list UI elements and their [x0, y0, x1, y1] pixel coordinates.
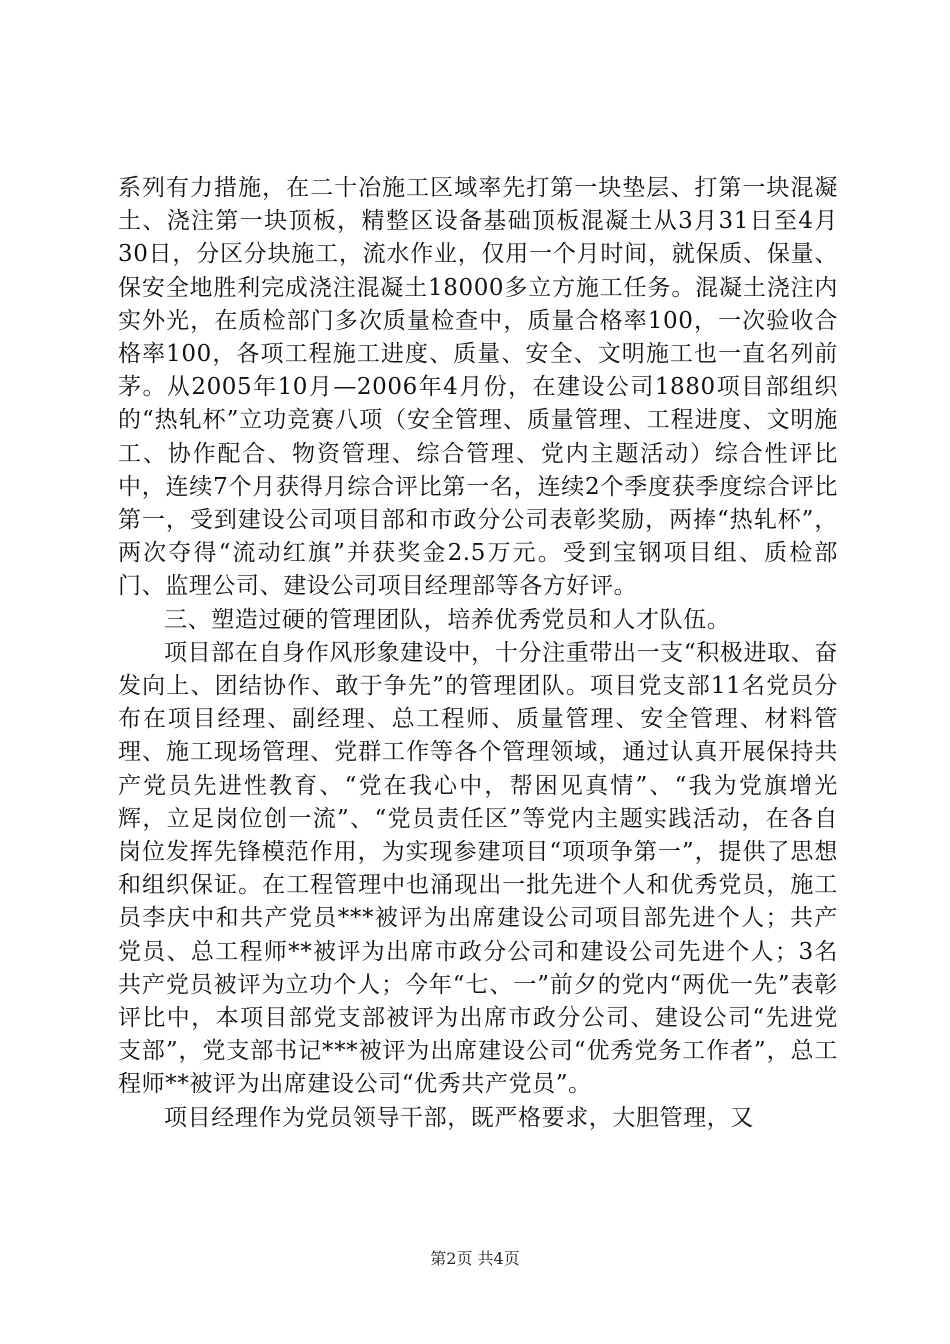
document-body: [118, 172, 838, 1135]
section-heading-3: 三、塑造过硬的管理团队，培养优秀党员和人才队伍。: [164, 606, 731, 633]
paragraph-2: 项目部在自身作风形象建设中，十分注重带出一支“积极进取、奋发向上、团结协作、敢于争先”的管理团队。项目党支部11名党员分布在项目经理、副经理、总工程师、质量管理、安全管理、材料管理、施工现场管理、党群工作等各个管理领域，通过认真开展保持共产党员先进性教育、“党在我心中，帮困见真情”、“我为党旗增光辉，立足岗位创一流”、“党员责任区”等党内主题实践活动，在各自岗位发挥先锋模范作用，为实现参建项目“项项争第一”，提供了思想和组织保证。在工程管理中也涌现出一批先进个人和优秀党员，施工员李庆中和共产党员***被评为出席建设公司项目部先进个人；共产党员、总工程师**被评为出席市政分公司和建设公司先进个人；3名共产党员被评为立功个人；今年“七、一”前夕的党内“两优一先”表彰评比中，本项目部党支部被评为出席市政分公司、建设公司“先进党支部”，党支部书记***被评为出席建设公司“优秀党务工作者”，总工程师**被评为出席建设公司“优秀共产党员”。: [118, 639, 838, 1098]
page-footer: 第2页 共4页: [430, 1249, 520, 1268]
paragraph-3: 项目经理作为党员领导干部，既严格要求，大胆管理，又: [164, 1104, 754, 1131]
paragraph-1: 系列有力措施，在二十冶施工区域率先打第一块垫层、打第一块混凝土、浇注第一块顶板，精整区设备基础顶板混凝土从3月31日至4月30日，分区分块施工，流水作业，仅用一个月时间，就保质、保量、保安全地胜利完成浇注混凝土18000多立方施工任务。混凝土浇注内实外光，在质检部门多次质量检查中，质量合格率100，一次验收合格率100，各项工程施工进度、质量、安全、文明施工也一直名列前茅。从2005年10月—2006年4月份，在建设公司1880项目部组织的“热轧杯”立功竞赛八项（安全管理、质量管理、工程进度、文明施工、协作配合、物资管理、综合管理、党内主题活动）综合性评比中，连续7个月获得月综合评比第一名，连续2个季度获季度综合评比第一，受到建设公司项目部和市政分公司表彰奖励，两捧“热轧杯”，两次夺得“流动红旗”并获奖金2.5万元。受到宝钢项目组、质检部门、监理公司、建设公司项目经理部等各方好评。: [118, 175, 838, 600]
